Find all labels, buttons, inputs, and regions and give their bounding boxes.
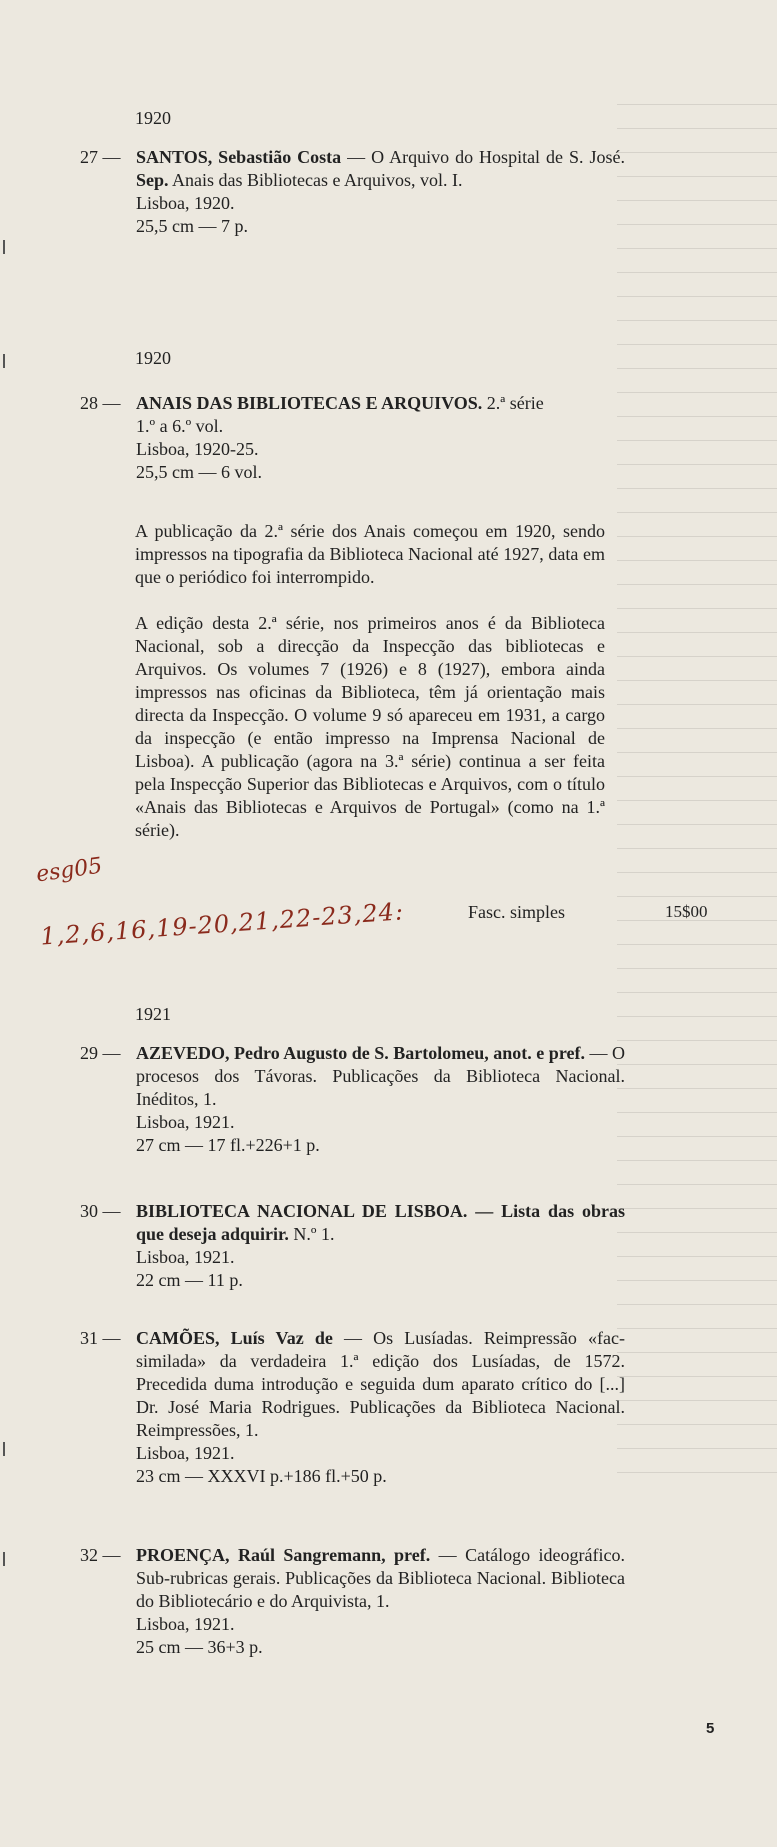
entry-place: Lisboa, 1921. — [136, 1247, 235, 1267]
margin-tick — [3, 354, 5, 368]
entry-title: ANAIS DAS BIBLIOTECAS E ARQUIVOS. — [136, 393, 483, 413]
entry-note: A publicação da 2.ª série dos Anais começou em 1920, sendo impressos na tipografia da Biblioteca Nacional até 1927, data em que o periódico foi interrompido. — [135, 521, 605, 587]
entry-place: Lisboa, 1920-25. — [136, 439, 259, 459]
entry-author: PROENÇA, Raúl Sangremann, pref. — [136, 1545, 431, 1565]
entry-title: — O Arquivo do Hospital de S. José. — [341, 147, 625, 167]
price: 15$00 — [665, 902, 708, 921]
entry-number: 32 — — [80, 1545, 121, 1565]
entry-title: BIBLIOTECA NACIONAL DE LISBOA. — Lista das obras que deseja adquirir. — [136, 1201, 625, 1244]
entry-title: — O procesos dos Távoras. Publicações da Biblioteca Nacional. Inéditos, 1. — [136, 1043, 625, 1109]
entry-28 — [80, 392, 625, 484]
entry-physical: 25,5 cm — 7 p. — [136, 216, 248, 236]
entry-27 — [80, 146, 625, 238]
entry-physical: 23 cm — XXXVI p.+186 fl.+50 p. — [136, 1466, 387, 1486]
entry-series: 2.ª série — [482, 393, 544, 413]
entry-series: Anais das Bibliotecas e Arquivos, vol. I. — [168, 170, 463, 190]
entry-place: Lisboa, 1921. — [136, 1112, 235, 1132]
entry-number: 31 — — [80, 1328, 121, 1348]
entry-title: — Catálogo ideográfico. Sub-rubricas gerais. Publicações da Biblioteca Nacional. Biblioteca do Bibliotecário e do Arquivista, 1. — [136, 1545, 625, 1611]
entry-29 — [80, 1042, 625, 1157]
entry-number: 28 — — [80, 393, 121, 413]
entry-place: Lisboa, 1921. — [136, 1443, 235, 1463]
entry-31 — [80, 1327, 625, 1488]
entry-issue: N.º 1. — [288, 1224, 335, 1244]
entry-32 — [80, 1544, 625, 1659]
entry-physical: 25 cm — 36+3 p. — [136, 1637, 263, 1657]
handwritten-annotation: 1,2,6,16,19-20,21,22-23,24: — [39, 897, 405, 951]
entry-physical: 22 cm — 11 p. — [136, 1270, 243, 1290]
handwritten-annotation: esg05 — [34, 853, 104, 888]
year-heading: 1920 — [135, 108, 171, 128]
year-heading: 1920 — [135, 348, 171, 368]
entry-place: Lisboa, 1921. — [136, 1614, 235, 1634]
entry-author: AZEVEDO, Pedro Augusto de S. Bartolomeu, anot. e pref. — [136, 1043, 585, 1063]
margin-tick — [3, 1552, 5, 1566]
entry-title: — Os Lusíadas. Reimpressão «fac-similada» da verdadeira 1.ª edição dos Lusíadas, de 1572. Precedida duma introdução e seguida dum aparato crítico do [...] Dr. José Maria Rodrigues. Publicações da Biblioteca Nacional. Reimpressões, 1. — [136, 1328, 625, 1440]
margin-tick — [3, 1442, 5, 1456]
entry-place: Lisboa, 1920. — [136, 193, 235, 213]
year-heading: 1921 — [135, 1004, 171, 1024]
entry-volumes: 1.º a 6.º vol. — [136, 416, 224, 436]
entry-note: A edição desta 2.ª série, nos primeiros anos é da Biblioteca Nacional, sob a direcção da Inspecção das bibliotecas e Arquivos. Os volumes 7 (1926) e 8 (1927), embora ainda impressos nas oficinas da Biblioteca, têm já orientação mais directa da Inspecção. O volume 9 só apareceu em 1931, a cargo da inspecção (e então impresso na Imprensa Nacional de Lisboa). A publicação (agora na 3.ª série) continua a ser feita pela Inspecção Superior das Bibliotecas e Arquivos, com o título «Anais das Bibliotecas e Arquivos de Portugal» (como na 1.ª série). — [135, 613, 605, 840]
entry-author: SANTOS, Sebastião Costa — [136, 147, 342, 167]
entry-sep-label: Sep. — [136, 170, 169, 190]
bleed-through-text — [617, 90, 777, 1490]
page-number: 5 — [706, 1720, 715, 1737]
entry-number: 30 — — [80, 1201, 121, 1221]
fascicle-label: Fasc. simples — [468, 902, 565, 922]
margin-tick — [3, 240, 5, 254]
entry-30 — [80, 1200, 625, 1292]
entry-number: 27 — — [80, 147, 121, 167]
entry-author: CAMÕES, Luís Vaz de — [136, 1328, 333, 1348]
entry-physical: 27 cm — 17 fl.+226+1 p. — [136, 1135, 320, 1155]
entry-physical: 25,5 cm — 6 vol. — [136, 462, 262, 482]
entry-number: 29 — — [80, 1043, 121, 1063]
